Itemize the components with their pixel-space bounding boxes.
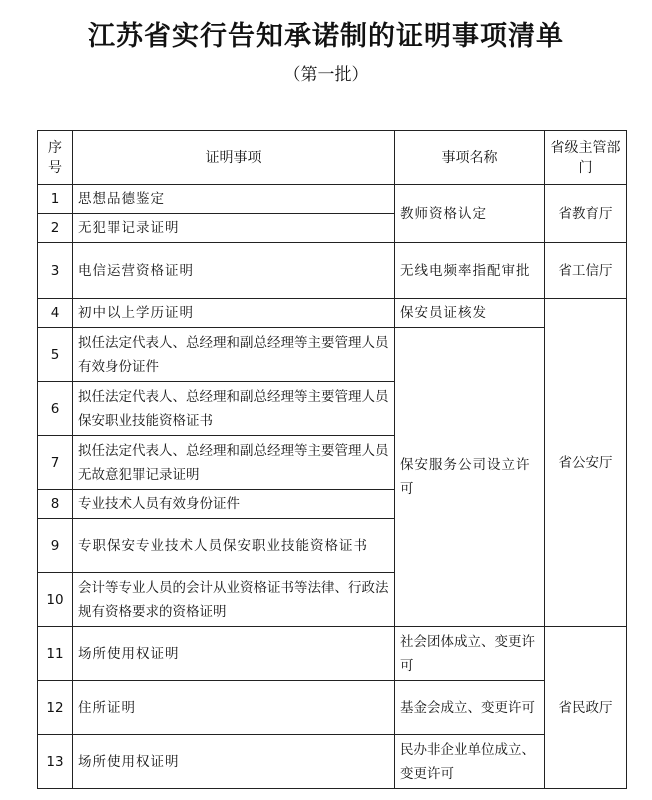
table-row bbox=[38, 735, 627, 789]
certification-items-table bbox=[37, 130, 627, 789]
row-item: 初中以上学历证明 bbox=[73, 299, 395, 328]
table-row bbox=[38, 627, 627, 681]
row-seq: 7 bbox=[38, 436, 73, 490]
matter-cell: 社会团体成立、变更许可 bbox=[395, 627, 545, 681]
row-item: 思想品德鉴定 bbox=[73, 185, 395, 214]
matter-cell: 无线电频率指配审批 bbox=[395, 243, 545, 299]
table-row bbox=[38, 681, 627, 735]
table-row bbox=[38, 328, 627, 382]
matter-cell: 教师资格认定 bbox=[395, 185, 545, 243]
row-seq: 1 bbox=[38, 185, 73, 214]
row-item: 电信运营资格证明 bbox=[73, 243, 395, 299]
row-item: 无犯罪记录证明 bbox=[73, 214, 395, 243]
matter-cell: 民办非企业单位成立、变更许可 bbox=[395, 735, 545, 789]
table-row bbox=[38, 243, 627, 299]
matter-cell: 保安服务公司设立许可 bbox=[395, 328, 545, 627]
dept-cell: 省公安厅 bbox=[545, 299, 627, 627]
page-title: 江苏省实行告知承诺制的证明事项清单 bbox=[88, 21, 564, 52]
row-seq: 5 bbox=[38, 328, 73, 382]
row-seq: 4 bbox=[38, 299, 73, 328]
row-seq: 11 bbox=[38, 627, 73, 681]
row-seq: 12 bbox=[38, 681, 73, 735]
table-row bbox=[38, 185, 627, 214]
header-dept: 省级主管部门 bbox=[545, 131, 627, 185]
row-seq: 3 bbox=[38, 243, 73, 299]
row-seq: 2 bbox=[38, 214, 73, 243]
table-header-row bbox=[38, 131, 627, 185]
row-item: 场所使用权证明 bbox=[73, 735, 395, 789]
row-item: 场所使用权证明 bbox=[73, 627, 395, 681]
header-item: 证明事项 bbox=[73, 131, 395, 185]
header-matter: 事项名称 bbox=[395, 131, 545, 185]
dept-cell: 省工信厅 bbox=[545, 243, 627, 299]
row-item: 会计等专业人员的会计从业资格证书等法律、行政法规有资格要求的资格证明 bbox=[73, 573, 395, 627]
row-item: 专职保安专业技术人员保安职业技能资格证书 bbox=[73, 519, 395, 573]
row-item: 专业技术人员有效身份证件 bbox=[73, 490, 395, 519]
row-item: 拟任法定代表人、总经理和副总经理等主要管理人员无故意犯罪记录证明 bbox=[73, 436, 395, 490]
row-item: 拟任法定代表人、总经理和副总经理等主要管理人员保安职业技能资格证书 bbox=[73, 382, 395, 436]
row-item: 住所证明 bbox=[73, 681, 395, 735]
matter-cell: 保安员证核发 bbox=[395, 299, 545, 328]
row-seq: 10 bbox=[38, 573, 73, 627]
page-subtitle: （第一批） bbox=[283, 65, 369, 85]
row-item: 拟任法定代表人、总经理和副总经理等主要管理人员有效身份证件 bbox=[73, 328, 395, 382]
row-seq: 8 bbox=[38, 490, 73, 519]
row-seq: 9 bbox=[38, 519, 73, 573]
row-seq: 6 bbox=[38, 382, 73, 436]
table-row bbox=[38, 299, 627, 328]
dept-cell: 省教育厅 bbox=[545, 185, 627, 243]
row-seq: 13 bbox=[38, 735, 73, 789]
matter-cell: 基金会成立、变更许可 bbox=[395, 681, 545, 735]
dept-cell: 省民政厅 bbox=[545, 627, 627, 789]
header-seq: 序号 bbox=[38, 131, 73, 185]
